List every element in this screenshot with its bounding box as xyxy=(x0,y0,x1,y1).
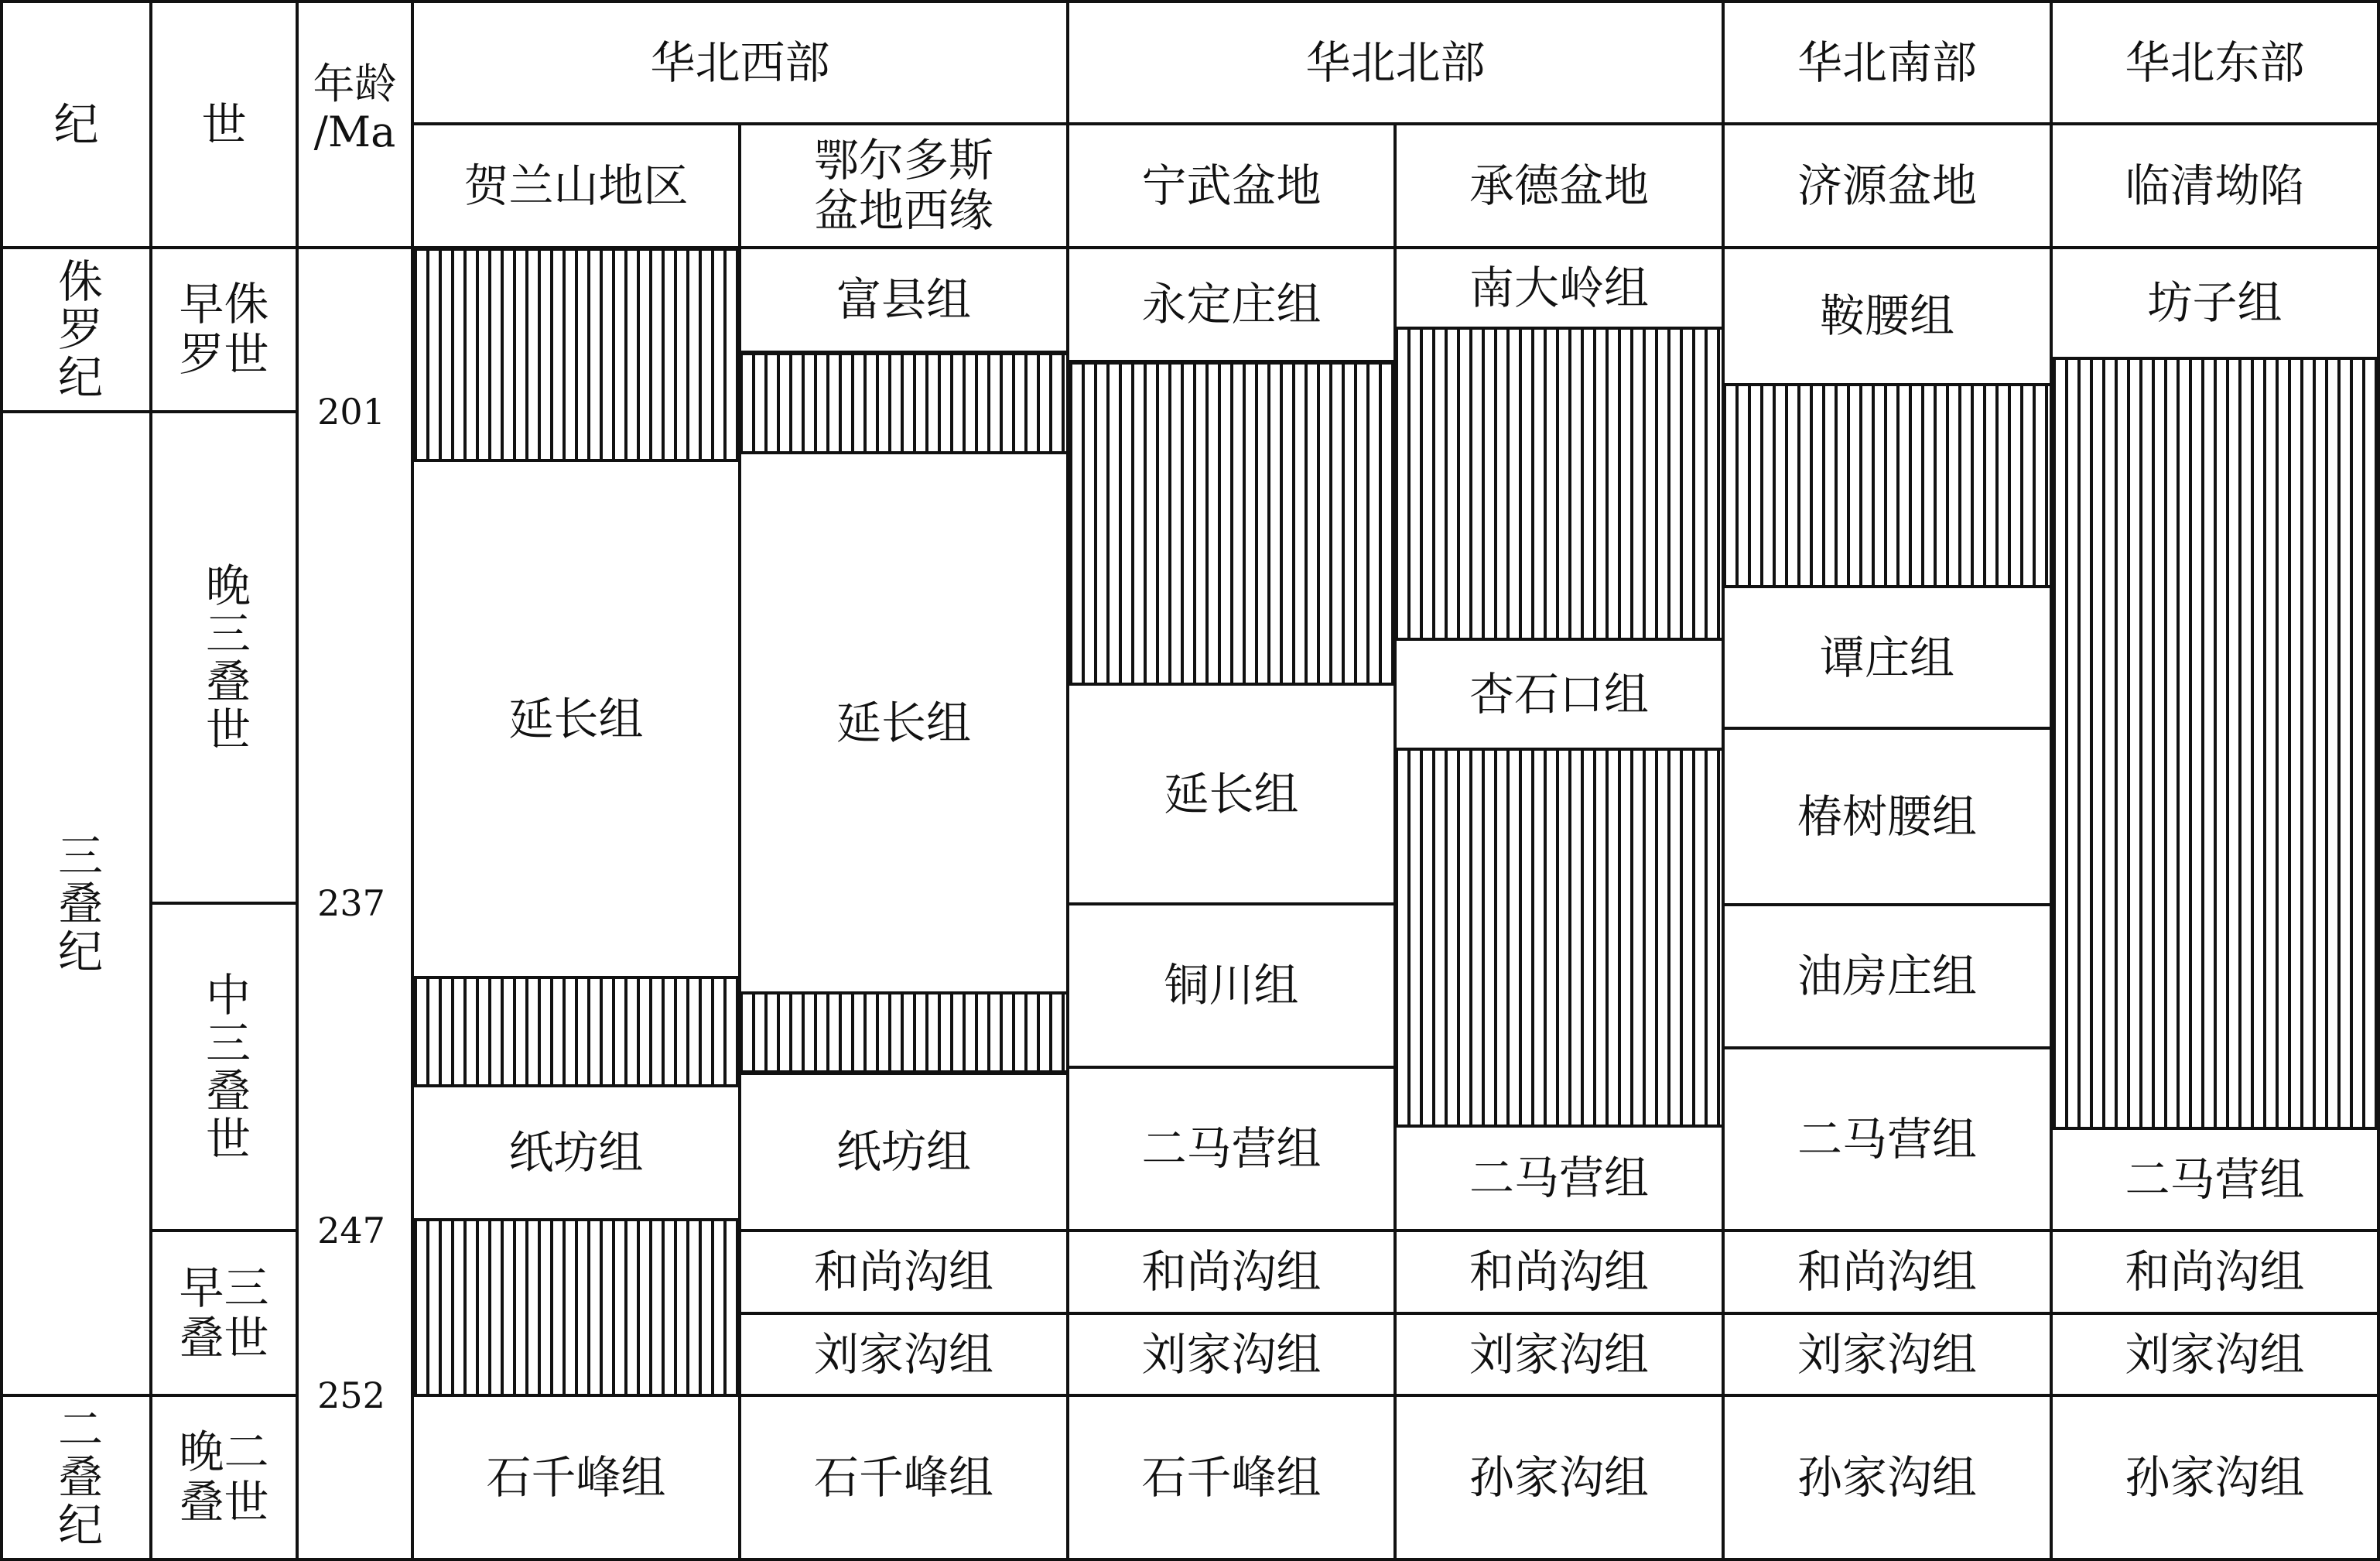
period-permian: 二叠纪 xyxy=(50,1405,103,1549)
chengde-heshanggou: 和尚沟组 xyxy=(1469,1245,1649,1299)
border-bottom xyxy=(0,1558,2380,1561)
ordos-liujiagou: 刘家沟组 xyxy=(813,1327,993,1381)
hatch-helan-middle xyxy=(414,976,738,1087)
hatch-chengde-upper xyxy=(1395,327,1722,641)
linqing-sunjiagou: 孙家沟组 xyxy=(2125,1450,2305,1504)
hatch-ordos-upper xyxy=(740,352,1068,454)
jiyuan-sunjiagou: 孙家沟组 xyxy=(1797,1450,1977,1504)
epoch-late-permian xyxy=(152,1397,296,1558)
ningwu-tongchuan: 铜川组 xyxy=(1164,959,1299,1012)
jiyuan-heshanggou: 和尚沟组 xyxy=(1797,1245,1977,1299)
ordos-shiqianfeng: 石千峰组 xyxy=(813,1450,993,1504)
epoch-early-triassic-label: 早三叠世 xyxy=(179,1261,269,1364)
linqing-heshanggou: 和尚沟组 xyxy=(2125,1245,2305,1299)
hline-ordos-fuxian-bottom xyxy=(740,351,1068,354)
ningwu-yongdingzhuang: 永定庄组 xyxy=(1141,278,1322,331)
jiyuan-ermaying: 二马营组 xyxy=(1797,1112,1977,1166)
epoch-early-jurassic xyxy=(152,249,296,410)
linqing-ermaying: 二马营组 xyxy=(2125,1152,2305,1206)
area-helan: 贺兰山地区 xyxy=(463,159,689,212)
hatch-jiyuan xyxy=(1723,383,2051,588)
chengde-xingshikou: 杏石口组 xyxy=(1469,667,1649,721)
epoch-late-triassic: 晚三叠世 xyxy=(197,561,251,754)
jiyuan-chunshuyao: 椿树腰组 xyxy=(1797,789,1977,843)
ningwu-heshanggou: 和尚沟组 xyxy=(1141,1245,1322,1299)
hatch-ordos-middle xyxy=(740,991,1068,1073)
age-247: 247 xyxy=(317,1210,385,1251)
header-period: 纪 xyxy=(53,98,99,151)
jiyuan-tanzhuang: 谭庄组 xyxy=(1819,632,1954,685)
region-west: 华北西部 xyxy=(650,36,830,89)
period-jurassic: 侏罗纪 xyxy=(50,258,103,402)
ningwu-liujiagou: 刘家沟组 xyxy=(1141,1327,1322,1381)
region-north: 华北北部 xyxy=(1305,36,1486,89)
chengde-sunjiagou: 孙家沟组 xyxy=(1469,1450,1649,1504)
area-ordos: 鄂尔多斯 盆地西缘 xyxy=(813,134,993,237)
ordos-fuxian: 富县组 xyxy=(836,273,971,327)
period-triassic: 三叠纪 xyxy=(50,831,103,976)
age-252: 252 xyxy=(317,1374,385,1416)
hatch-helan-lower xyxy=(414,1218,738,1397)
jiyuan-liujiagou: 刘家沟组 xyxy=(1797,1327,1977,1381)
hline-ningwu-yongding-bottom xyxy=(1069,360,1393,363)
hatch-linqing xyxy=(2053,357,2380,1130)
epoch-early-triassic xyxy=(152,1232,296,1394)
area-ningwu: 宁武盆地 xyxy=(1141,159,1322,212)
header-age: 年龄 /Ma xyxy=(313,59,397,156)
ordos-yanchang: 延长组 xyxy=(836,696,971,749)
epoch-early-jurassic-label: 早侏罗世 xyxy=(179,278,269,381)
age-237: 237 xyxy=(317,882,385,924)
jiyuan-anyao: 鞍腰组 xyxy=(1819,289,1954,343)
ordos-zhifang: 纸坊组 xyxy=(836,1125,971,1179)
ningwu-ermaying: 二马营组 xyxy=(1141,1122,1322,1176)
epoch-middle-triassic: 中三叠世 xyxy=(197,970,251,1163)
vline-epoch-age xyxy=(296,0,299,1561)
helan-shiqianfeng: 石千峰组 xyxy=(486,1450,666,1504)
linqing-fangzi: 坊子组 xyxy=(2147,276,2283,330)
area-chengde: 承德盆地 xyxy=(1469,159,1649,212)
header-epoch: 世 xyxy=(201,98,247,151)
ningwu-yanchang: 延长组 xyxy=(1164,767,1299,820)
age-201: 201 xyxy=(317,391,385,433)
ordos-heshanggou: 和尚沟组 xyxy=(813,1245,993,1299)
border-right xyxy=(2377,0,2380,1561)
helan-zhifang: 纸坊组 xyxy=(508,1126,644,1179)
area-jiyuan: 济源盆地 xyxy=(1797,159,1977,212)
area-linqing: 临清坳陷 xyxy=(2125,159,2305,212)
helan-yanchang: 延长组 xyxy=(508,692,644,745)
jiyuan-youfangzhuang: 油房庄组 xyxy=(1797,950,1977,1003)
linqing-liujiagou: 刘家沟组 xyxy=(2125,1327,2305,1381)
hatch-chengde-lower xyxy=(1395,748,1722,1128)
epoch-late-permian-label: 晚二叠世 xyxy=(179,1426,269,1528)
hatch-helan-upper xyxy=(414,248,738,462)
region-east: 华北东部 xyxy=(2125,36,2305,89)
chengde-ermaying: 二马营组 xyxy=(1469,1152,1649,1205)
chengde-nandaling: 南大岭组 xyxy=(1469,261,1649,314)
region-south: 华北南部 xyxy=(1797,36,1977,89)
chengde-liujiagou: 刘家沟组 xyxy=(1469,1327,1649,1381)
hatch-ningwu xyxy=(1069,361,1393,686)
ningwu-shiqianfeng: 石千峰组 xyxy=(1141,1450,1322,1504)
